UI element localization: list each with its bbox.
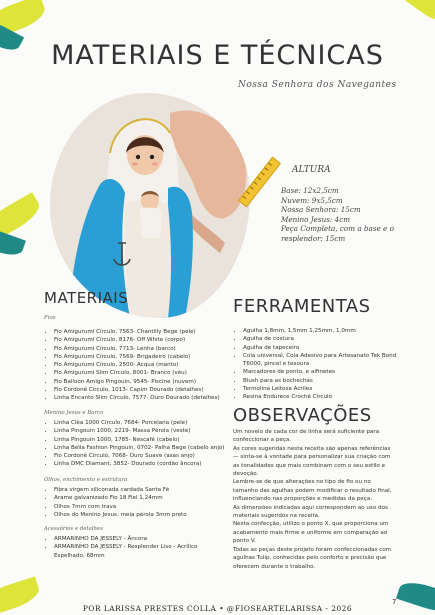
- list-item: • Fio Cordonê Círculo, 1013- Capim Dourado (detalhes): [54, 386, 239, 394]
- list-item: • Olhos 7mm com trava: [54, 503, 239, 511]
- altura-heading: ALTURA: [292, 165, 331, 175]
- group-label-olhos: Olhos, enchimento e estrutura: [44, 477, 128, 483]
- list-item: • Linha Bella Fashion Pingouin, 0702- Palha Bege (cabelo anjo): [54, 444, 239, 452]
- list-item: • Blush para as bochechas: [243, 377, 408, 385]
- list-item: • Arame galvanizado Fio 18 Fiel 1,24mm: [54, 494, 239, 502]
- list-item: • Marcadores de ponto, e alfinetes: [243, 368, 408, 376]
- list-item: • Resina Endurece Crochê Círculo: [243, 393, 408, 401]
- list-item: • Termolina Leitosa Acrilex: [243, 385, 408, 393]
- ferramentas-list: [233, 327, 408, 402]
- list-item: • Agulha 1,8mm, 1,5mm 1,25mm, 1,0mm: [243, 327, 408, 335]
- materiais-olhos-list: [44, 486, 239, 519]
- page-number: 7: [392, 598, 397, 606]
- list-item: • Linha Clêa 1000 Círculo, 7684- Porcelana (pele): [54, 419, 239, 427]
- group-label-menino-jesus: Menino Jesus e Barco: [44, 410, 104, 416]
- page-title: MATERIAIS E TÉCNICAS: [51, 40, 384, 71]
- list-item: • Olhos do Menino Jesus: meia pérola 3mm preto: [54, 511, 239, 519]
- list-item: • Fio Amigurumi Círculo, 7569- Brigadeiro (cabelo): [54, 353, 239, 361]
- leaf-decoration-top-right: [405, 0, 435, 27]
- list-item: • Linha Pingouin 1000, 1785- Nescafé (cabelo): [54, 436, 239, 444]
- observacoes-heading: OBSERVAÇÕES: [233, 405, 372, 426]
- list-item: • Fio Amigurumi Círculo, 8176- Off White (corpo): [54, 336, 239, 344]
- observacao-paragraph: As cores sugeridas nesta receita são apenas referências — sinta-se à vontade para personalizar sua criação com as tonalidades que mais combinam com o seu estilo e devoção.: [233, 445, 391, 478]
- group-label-acessorios: Acessórios e detalhes: [44, 526, 103, 532]
- observacoes-text: [233, 428, 393, 571]
- materiais-fios-list: [44, 328, 239, 403]
- materiais-menino-list: [44, 419, 239, 469]
- list-item: • Fio Amigurumi Círculo, 7563- Chantilly Bege (pele): [54, 328, 239, 336]
- list-item: • Fio Amigurumi Slim Círculo, 8001- Branco (véu): [54, 369, 239, 377]
- footer-credit: POR LARISSA PRESTES COLLA • @FIOSEARTELARISSA - 2026: [82, 604, 353, 613]
- list-item: • Linha Encanto Slim Círculo, 7577- Ouro Dourado (detalhes): [54, 394, 239, 402]
- list-item: • Linha Pingouin 1000, 2219- Massa Pérola (veste): [54, 427, 239, 435]
- observacao-paragraph: Nesta confecção, utilizo o ponto X, que proporciona um acabamento mais firme e uniforme em comparação ao ponto V.: [233, 521, 389, 545]
- list-item: • Linha DMC Diamant, 3852- Dourado (cordão âncora): [54, 460, 239, 468]
- amigurumi-illustration: [50, 93, 250, 318]
- altura-item: Menino Jesus: 4cm: [281, 214, 351, 224]
- list-item: • Cola universal, Cola Adesivo para Artesanato Tek Bond T6000, pincel e tesoura: [243, 352, 408, 369]
- altura-item: Peça Completa, com a base e o resplendor: 15cm: [281, 224, 394, 243]
- page-subtitle: Nossa Senhora dos Navegantes: [238, 80, 397, 90]
- observacao-paragraph: Lembre-se de que alterações no tipo de fio ou no tamanho das agulhas podem modificar o resultado final, influenciando nas proporções e medidas da peça.: [233, 479, 392, 503]
- observacao-paragraph: Um novelo de cada cor de linha será suficiente para confeccionar a peça.: [233, 429, 380, 444]
- altura-item: Nuvem: 9x5,5cm: [281, 195, 343, 205]
- list-item: • Fio Amigurumi Círculo, 7713- Lenha (barco): [54, 345, 239, 353]
- list-item: • Agulha de tapeceiro: [243, 344, 408, 352]
- product-photo: [50, 93, 250, 318]
- list-item: • Fio Cordonê Círculo, 7068- Ouro Suave (asas anjo): [54, 452, 239, 460]
- altura-list: [281, 186, 431, 244]
- observacao-paragraph: As dimensões indicadas aqui correspondem ao uso dos materiais sugeridos na receita.: [233, 504, 388, 520]
- list-item: • Fio Amigurumi Círculo, 2500- Acqua (manto): [54, 361, 239, 369]
- list-item: • ARMARINHO DA JESSELY - Âncora: [54, 535, 214, 543]
- altura-item: Nossa Senhora: 15cm: [281, 205, 361, 215]
- list-item: • Fio Balloon Amigo Pingouin, 9545- Piscine (nuvem): [54, 378, 239, 386]
- list-item: • ARMARINHO DA JESSELY - Resplender Liso - Acrílico Espelhado, 68mm: [54, 543, 214, 560]
- materiais-acessorios-list: [44, 535, 214, 560]
- list-item: • Agulha de costura: [243, 335, 408, 343]
- ferramentas-heading: FERRAMENTAS: [233, 296, 371, 317]
- list-item: • Fibra virgem siliconada cardada Santa Fé: [54, 486, 239, 494]
- materiais-heading: MATERIAIS: [44, 289, 129, 307]
- altura-item: Base: 12x2,5cm: [281, 186, 339, 195]
- observacao-paragraph: Todas as peças deste projeto foram confeccionadas com agulhas Tulip, conhecidas pelo conforto e precisão que oferecem durante o trabalho.: [233, 546, 392, 570]
- group-label-fios: Fios: [44, 315, 56, 321]
